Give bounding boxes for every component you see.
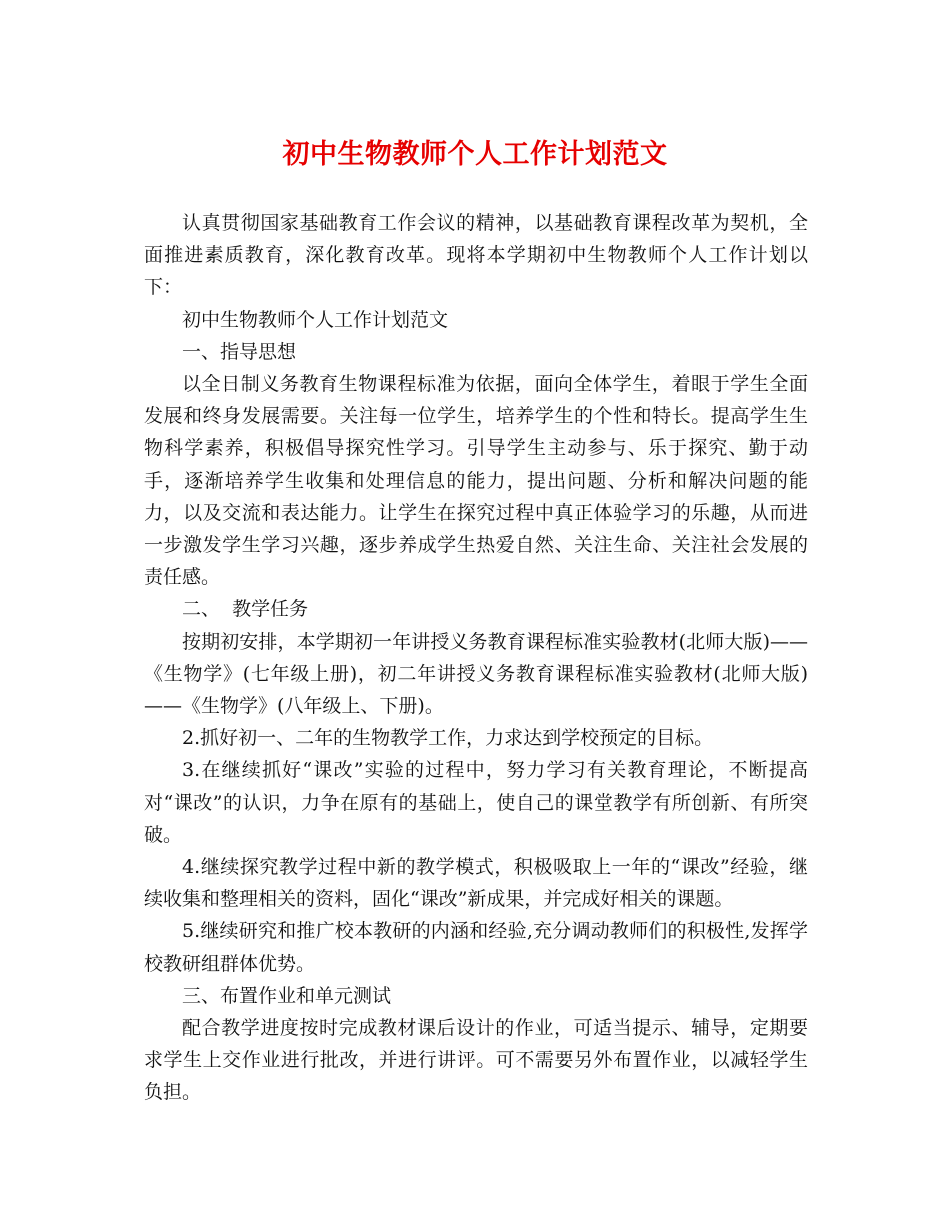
section-heading-guiding-thought: 一、指导思想 bbox=[182, 340, 297, 363]
document-title: 初中生物教师个人工作计划范文 bbox=[282, 139, 668, 170]
task-item-5: 5.继续研究和推广校本教研的内涵和经验,充分调动教师们的积极性,发挥学校教研组群体优势。 bbox=[144, 920, 808, 975]
teaching-tasks-paragraph: 按期初安排，本学期初一年讲授义务教育课程标准实验教材(北师大版)——《生物学》(七年级上册)，初二年讲授义务教育课程标准实验教材(北师大版)——《生物学》(八年级上、下册)。 bbox=[144, 630, 808, 718]
task-item-2: 2.抓好初一、二年的生物教学工作，力求达到学校预定的目标。 bbox=[182, 727, 714, 750]
guiding-thought-paragraph: 以全日制义务教育生物课程标准为依据，面向全体学生，着眼于学生全面发展和终身发展需要。关注每一位学生，培养学生的个性和特长。提高学生生物科学素养，积极倡导探究性学习。引导学生主动参与、乐于探究、勤于动手，逐渐培养学生收集和处理信息的能力，提出问题、分析和解决问题的能力，以及交流和表达能力。让学生在探究过程中真正体验学习的乐趣，从而进一步激发学生学习兴趣，逐步养成学生热爱自然、关注生命、关注社会发展的责任感。 bbox=[144, 373, 808, 589]
task-item-3: 3.在继续抓好“课改”实验的过程中，努力学习有关教育理论，不断提高对“课改”的认识，力争在原有的基础上，使自己的课堂教学有所创新、有所突破。 bbox=[144, 759, 808, 846]
subtitle-paragraph: 初中生物教师个人工作计划范文 bbox=[182, 308, 449, 331]
homework-paragraph: 配合教学进度按时完成教材课后设计的作业，可适当提示、辅导，定期要求学生上交作业进行批改，并进行讲评。可不需要另外布置作业，以减轻学生负担。 bbox=[144, 1017, 808, 1104]
task-item-4: 4.继续探究教学过程中新的教学模式，积极吸取上一年的“课改”经验，继续收集和整理相关的资料，固化“课改”新成果，并完成好相关的课题。 bbox=[144, 856, 808, 911]
document-body bbox=[144, 207, 808, 1109]
intro-paragraph: 认真贯彻国家基础教育工作会议的精神，以基础教育课程改革为契机，全面推进素质教育，深化教育改革。现将本学期初中生物教师个人工作计划以下： bbox=[144, 212, 808, 299]
section-heading-teaching-tasks: 二、 教学任务 bbox=[182, 598, 309, 621]
section-heading-homework: 三、布置作业和单元测试 bbox=[182, 984, 392, 1007]
